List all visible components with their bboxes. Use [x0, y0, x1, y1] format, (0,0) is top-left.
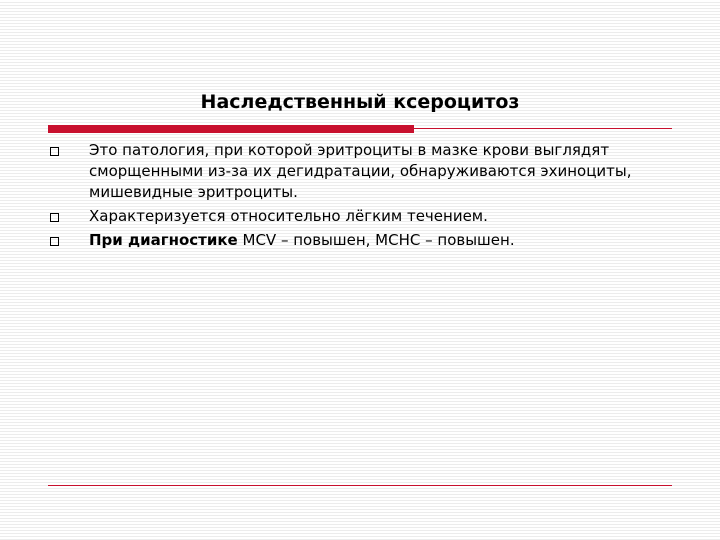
title-underline: [48, 123, 672, 135]
title-underline-thin-line: [414, 128, 672, 129]
footer-divider: [48, 485, 672, 486]
bullet-bold-prefix: При диагностике: [89, 231, 238, 249]
slide-title: Наследственный ксероцитоз: [200, 91, 520, 113]
bullet-text: Характеризуется относительно лёгким течением.: [89, 207, 488, 225]
hollow-square-icon: [50, 213, 59, 222]
list-item: [0, 206, 720, 227]
bullet-text: Это патология, при которой эритроциты в мазке крови выглядят сморщенными из-за их дегидратации, обнаруживаются эхиноциты, мишевидные эритроциты.: [89, 141, 632, 201]
hollow-square-icon: [50, 237, 59, 246]
list-item: [0, 140, 720, 203]
title-underline-thick-bar: [48, 125, 414, 133]
hollow-square-icon: [50, 147, 59, 156]
bullet-text: MCV – повышен, МСНС – повышен.: [237, 231, 515, 249]
list-item: [0, 230, 720, 251]
bullet-list: [0, 140, 720, 254]
